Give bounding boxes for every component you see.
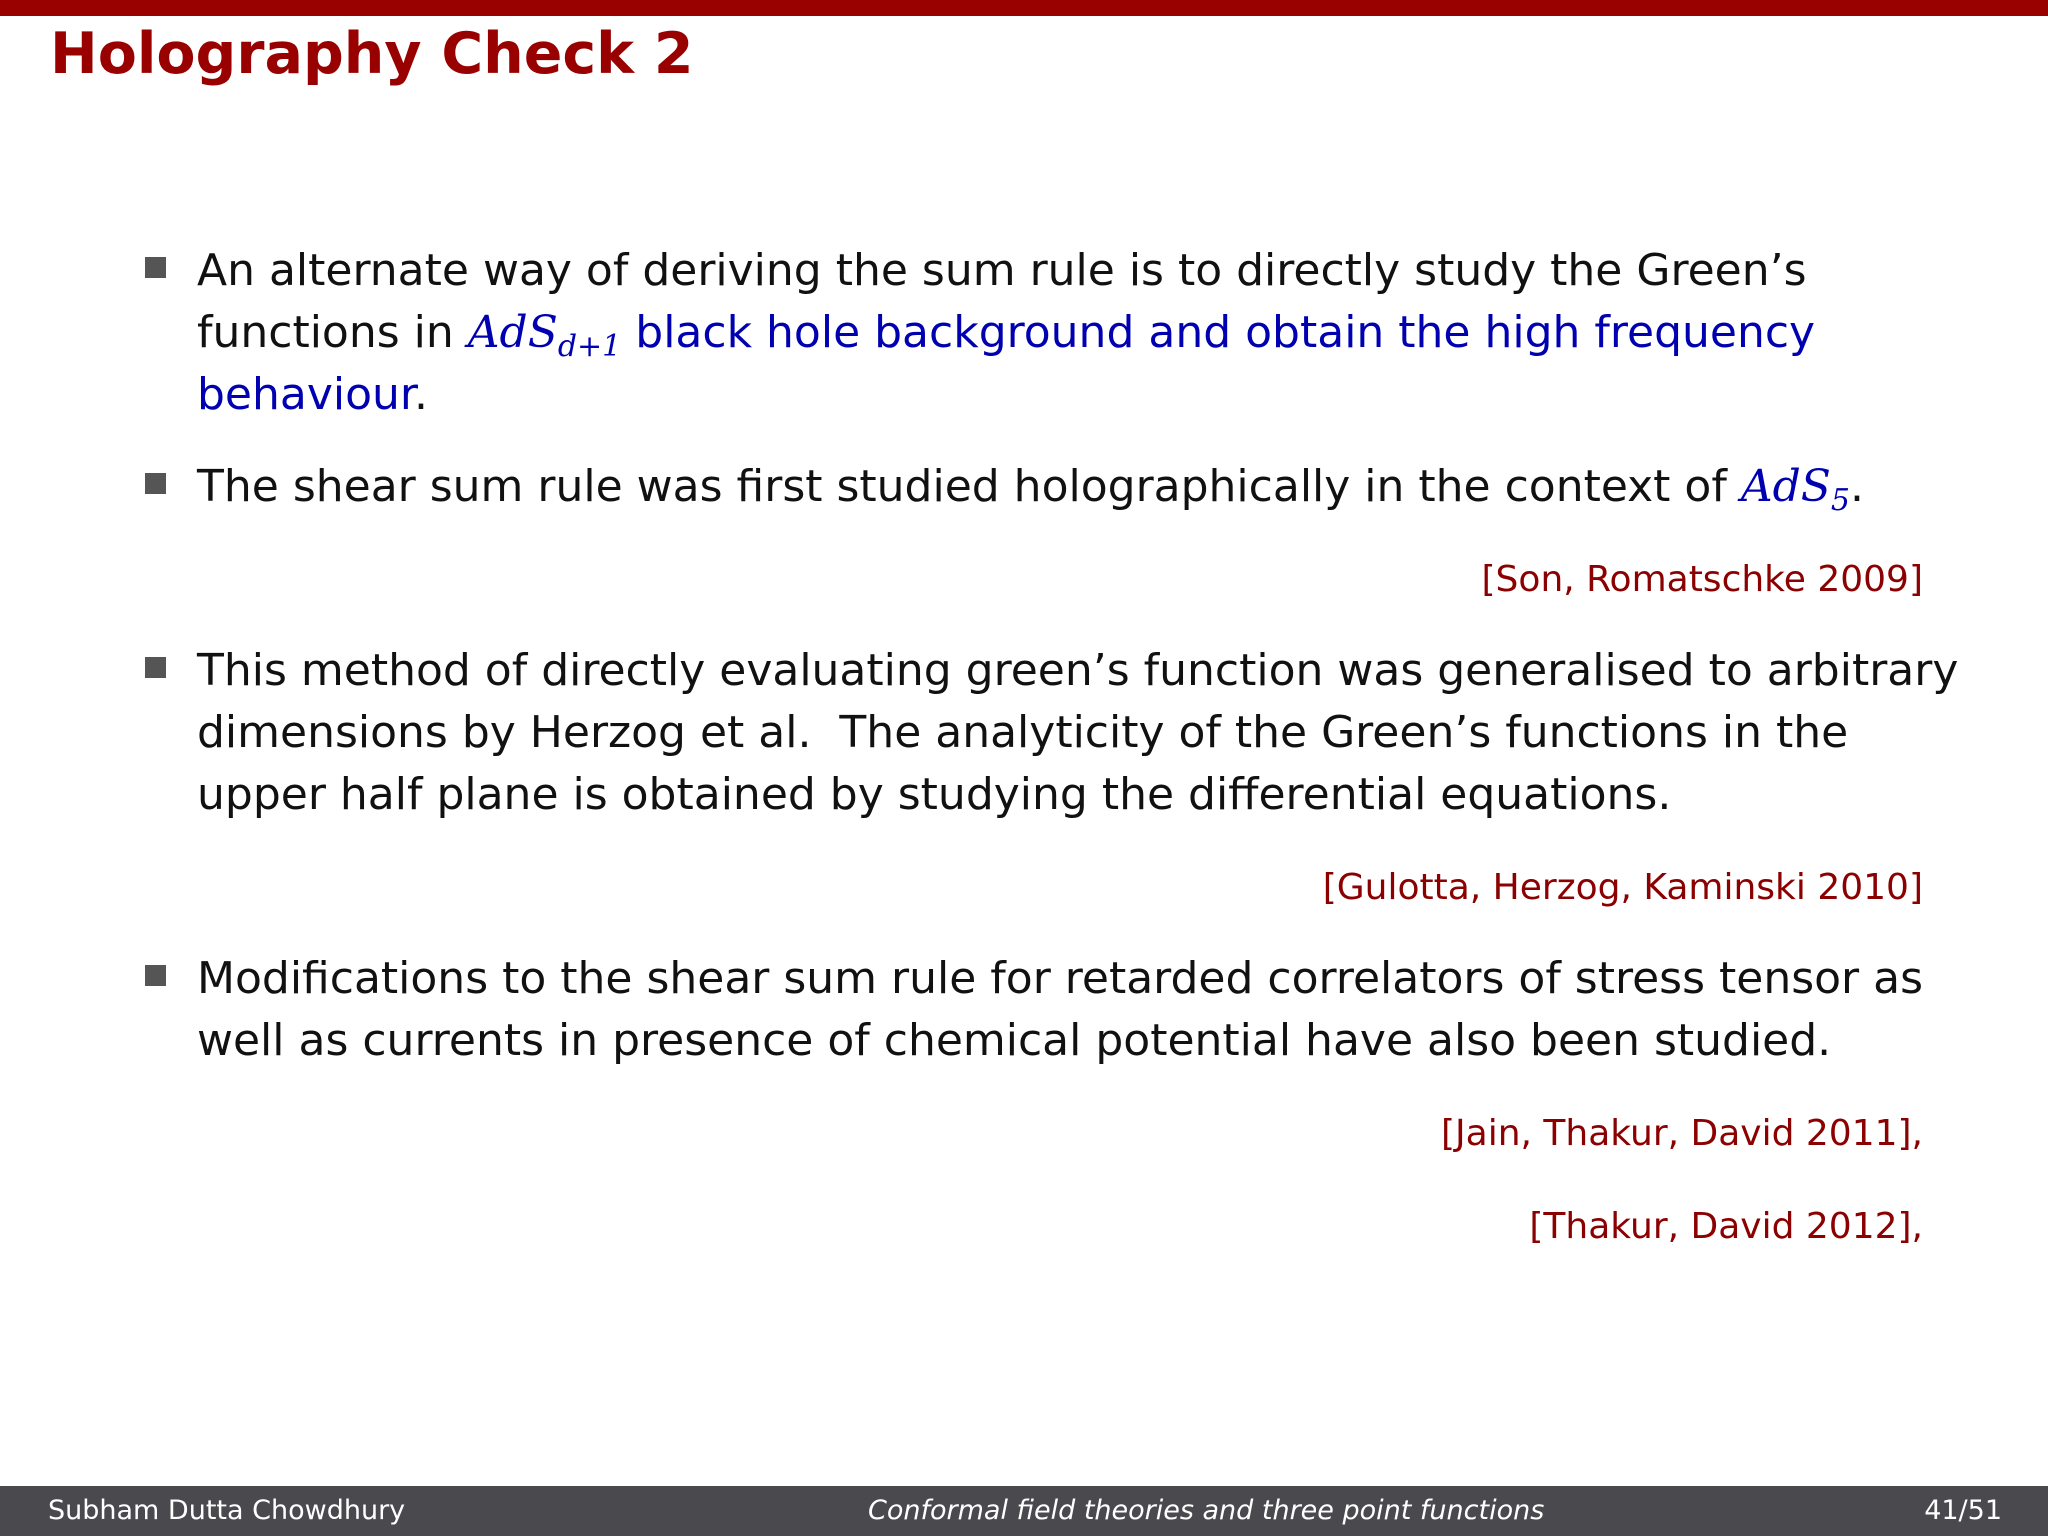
bullet-text (197, 456, 1957, 518)
link-text[interactable]: behaviour (197, 369, 414, 420)
citation: [Gulotta, Herzog, Kaminski 2010] (1322, 867, 1923, 908)
math-ads-5 (1740, 461, 1850, 518)
math-ads-d-plus-1 (467, 307, 622, 364)
text-line (197, 364, 1957, 426)
slide-title: Holography Check 2 (50, 21, 694, 87)
text-line: An alternate way of deriving the sum rule is to directly study the Green’s (197, 245, 1807, 296)
text-line (197, 302, 1957, 364)
math-subscript: d+1 (557, 329, 622, 364)
math-subscript: 5 (1830, 483, 1850, 518)
text-line: upper half plane is obtained by studying the differential equations. (197, 769, 1672, 820)
text-span: . (1850, 461, 1864, 512)
bullet-marker (145, 965, 166, 986)
footer-bar (0, 1486, 2048, 1536)
bullet-marker (145, 257, 166, 278)
text-line: well as currents in presence of chemical potential have also been studied. (197, 1015, 1832, 1066)
bullet-marker (145, 473, 166, 494)
text-line: Modifications to the shear sum rule for retarded correlators of stress tensor as (197, 953, 1924, 1004)
bullet-text (197, 640, 1957, 826)
page-number: 41/51 (1924, 1495, 2002, 1526)
bullet-text (197, 240, 1957, 426)
bullet-text (197, 948, 1957, 1072)
text-span: . (413, 369, 428, 420)
bullet-marker (145, 657, 166, 678)
footer-talk-title: Conformal field theories and three point functions (868, 1495, 1545, 1526)
text-line: This method of directly evaluating green’s function was generalised to arbitrary (197, 645, 1959, 696)
math-base: AdS (467, 307, 558, 358)
top-accent-bar (0, 0, 2048, 16)
footer-author: Subham Dutta Chowdhury (48, 1495, 406, 1526)
link-text[interactable]: black hole background and obtain the high frequency (621, 307, 1816, 358)
math-base: AdS (1740, 461, 1831, 512)
text-span: The shear sum rule was first studied holographically in the context of (197, 461, 1741, 512)
citation: [Son, Romatschke 2009] (1481, 559, 1923, 600)
text-span: functions in (197, 307, 468, 358)
text-line (197, 456, 1957, 518)
citation: [Jain, Thakur, David 2011], (1440, 1113, 1923, 1154)
text-line: dimensions by Herzog et al. The analyticity of the Green’s functions in the (197, 707, 1849, 758)
citation: [Thakur, David 2012], (1529, 1206, 1923, 1247)
